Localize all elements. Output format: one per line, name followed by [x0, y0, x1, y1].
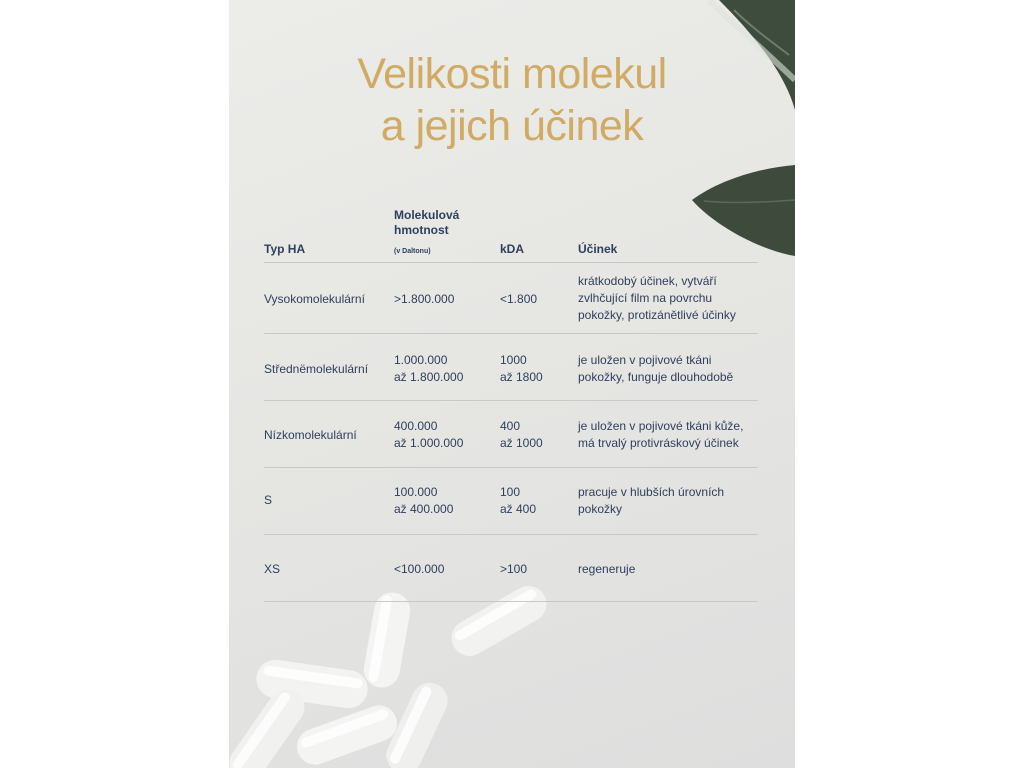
header-kda: kDA [500, 242, 525, 256]
cell-weight-line: až 400.000 [394, 502, 454, 516]
cell-weight [394, 352, 494, 386]
table-row [264, 535, 758, 602]
cell-weight-line: až 1.000.000 [394, 436, 464, 450]
cell-effect-line: regeneruje [578, 562, 636, 576]
cell-kda-line: 1000 [500, 353, 527, 367]
cell-weight-line: 100.000 [394, 485, 438, 499]
table-row [264, 468, 758, 535]
title-line-2: a jejich účinek [380, 102, 644, 150]
cell-type: XS [264, 562, 281, 576]
cell-kda-line: >100 [500, 562, 528, 576]
cell-effect-line: pokožky [578, 502, 623, 516]
header-effect: Účinek [578, 242, 618, 256]
table-row [264, 263, 758, 334]
cell-weight [394, 561, 494, 578]
title-line-1: Velikosti molekul [357, 50, 667, 98]
cell-weight [394, 484, 494, 518]
header-weight [394, 208, 464, 259]
cell-effect [578, 273, 768, 324]
cell-kda-line: 100 [500, 485, 521, 499]
cell-effect-line: má trvalý protivráskový účinek [578, 436, 739, 450]
header-weight-label: Molekulová hmotnost [394, 208, 460, 237]
header-type: Typ HA [264, 242, 306, 256]
header-weight-unit: (v Daltonu) [394, 248, 431, 255]
cell-kda-line: <1.800 [500, 292, 538, 306]
cell-weight-line: >1.800.000 [394, 292, 455, 306]
cell-effect [578, 561, 768, 578]
cell-effect-line: pokožky, funguje dlouhodobě [578, 370, 734, 384]
cell-effect-line: krátkodobý účinek, vytváří [578, 274, 717, 288]
cell-effect [578, 484, 768, 518]
cell-kda-line: až 1000 [500, 436, 543, 450]
cell-type: Střednëmolekulární [264, 362, 369, 376]
cell-kda [500, 484, 570, 518]
cell-weight [394, 291, 494, 308]
cell-type: S [264, 493, 273, 507]
cell-weight-line: 400.000 [394, 419, 438, 433]
cell-weight [394, 418, 494, 452]
cell-effect-line: pokožky, protizánětlivé účinky [578, 308, 736, 322]
cell-effect-line: je uložen v pojivové tkáni kůže, [578, 419, 744, 433]
cell-effect [578, 418, 768, 452]
cell-effect-line: zvlhčující film na povrchu [578, 291, 713, 305]
cell-kda-line: až 1800 [500, 370, 543, 384]
cell-kda [500, 418, 570, 452]
cell-effect-line: je uložen v pojivové tkáni [578, 353, 712, 367]
cell-type: Nízkomolekulární [264, 428, 357, 442]
table-row [264, 334, 758, 401]
cell-kda [500, 352, 570, 386]
cell-effect [578, 352, 768, 386]
cell-weight-line: až 1.800.000 [394, 370, 464, 384]
cell-type: Vysokomolekulární [264, 292, 365, 306]
cell-kda-line: až 400 [500, 502, 537, 516]
cell-kda [500, 291, 570, 308]
molecule-table [264, 204, 758, 602]
infographic-page [229, 0, 795, 768]
cell-kda-line: 400 [500, 419, 521, 433]
capsules-image [229, 579, 553, 768]
cell-weight-line: <100.000 [394, 562, 445, 576]
cell-effect-line: pracuje v hlubších úrovních [578, 485, 725, 499]
table-header [264, 204, 758, 263]
cell-weight-line: 1.000.000 [394, 353, 448, 367]
table-row [264, 401, 758, 468]
cell-kda [500, 561, 570, 578]
page-title [229, 48, 795, 152]
